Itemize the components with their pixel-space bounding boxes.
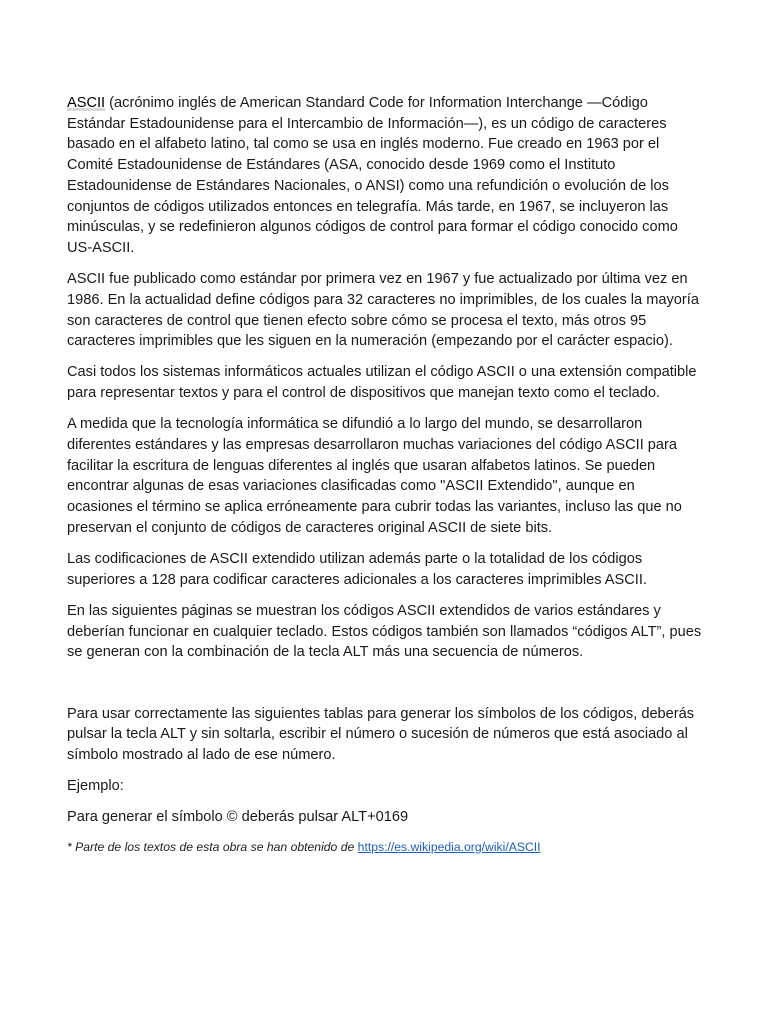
paragraph-usage: Casi todos los sistemas informáticos actuales utilizan el código ASCII o una extensión compatible para representar textos y para el control de dispositivos que manejan texto como el teclado. bbox=[67, 364, 697, 402]
paragraph-alt-codes: En las siguientes páginas se muestran los códigos ASCII extendidos de varios estándares y deberían funcionar en cualquier teclado. Estos códigos también son llamados “códigos ALT”, pues se generan con la combinación de la tecla ALT más una secuencia de números. bbox=[67, 602, 702, 661]
paragraph-intro bbox=[67, 93, 702, 259]
paragraph-publication: ASCII fue publicado como estándar por primera vez en 1967 y fue actualizado por última vez en 1986. En la actualidad define códigos para 32 caracteres no imprimibles, de los cuales la mayoría son caracteres de control que tienen efecto sobre cómo se procesa el texto, más otros 95 caracteres imprimibles que les siguen en la numeración (empezando por el carácter espacio). bbox=[67, 271, 699, 350]
footnote-text: * Parte de los textos de esta obra se han obtenido de bbox=[67, 839, 358, 854]
paragraph-instructions: Para usar correctamente las siguientes tablas para generar los símbolos de los códigos, deberás pulsar la tecla ALT y sin soltarla, escribir el número o sucesión de números que está asociado al símbolo mostrado al lado de ese número. bbox=[67, 705, 695, 763]
ascii-term: ASCII bbox=[67, 95, 106, 111]
footnote bbox=[67, 839, 702, 855]
paragraph-example-label: Ejemplo: bbox=[67, 778, 124, 795]
paragraph-extended: Las codificaciones de ASCII extendido utilizan además parte o la totalidad de los códigos superiores a 128 para codificar caracteres adicionales a los caracteres imprimibles ASCII. bbox=[67, 551, 647, 588]
paragraph-example: Para generar el símbolo © deberás pulsar ALT+0169 bbox=[67, 809, 409, 826]
spacer bbox=[67, 674, 702, 704]
paragraph-variations: A medida que la tecnología informática se difundió a lo largo del mundo, se desarrollaron diferentes estándares y las empresas desarrollaron muchas variaciones del código ASCII para facilitar la escritura de lenguas diferentes al inglés que usaran alfabetos latinos. Se pueden encontrar algunas de esas variaciones clasificadas como "ASCII Extendido", aunque en ocasiones el término se aplica erróneamente para cubrir todas las variantes, incluso las que no preservan el conjunto de códigos de caracteres original ASCII de siete bits. bbox=[67, 416, 682, 536]
intro-text: (acrónimo inglés de American Standard Code for Information Interchange —Código Estándar Estadounidense para el Intercambio de Información—), es un código de caracteres basado en el alfabeto latino, tal como se usa en inglés moderno. Fue creado en 1963 por el Comité Estadounidense de Estándares (ASA, conocido desde 1969 como el Instituto Estadounidense de Estándares Nacionales, o ANSI) como una refundición o evolución de los conjuntos de códigos utilizados entonces en telegrafía. Más tarde, en 1967, se incluyeron las minúsculas, y se redefinieron algunos códigos de control para formar el código conocido como US-ASCII. bbox=[67, 95, 678, 256]
wikipedia-link[interactable]: https://es.wikipedia.org/wiki/ASCII bbox=[357, 839, 541, 854]
